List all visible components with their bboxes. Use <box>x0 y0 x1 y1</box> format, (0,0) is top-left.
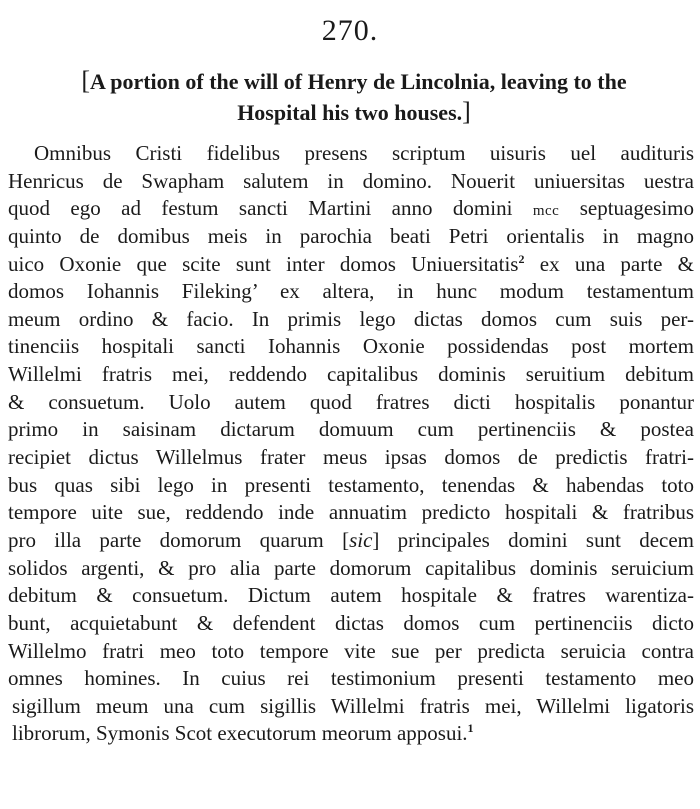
body-line-segment: septuagesimo <box>559 196 695 221</box>
body-line-segment: ex una parte & <box>524 251 695 276</box>
body-line: tinenciis hospitali sancti Iohannis Oxonie possidendas post mortem <box>8 334 694 359</box>
footnote-marker: 2 <box>518 251 525 266</box>
body-line <box>8 527 694 555</box>
heading-line-1-text: A portion of the will of Henry de Lincolnia, leaving to the <box>90 69 627 94</box>
body-line: primo in saisinam dictarum domuum cum pertinenciis & postea <box>8 417 694 442</box>
body-line: meum ordino & facio. In primis lego dictas domos cum suis per- <box>8 306 694 331</box>
document-heading <box>14 66 694 128</box>
body-line: & consuetum. Uolo autem quod fratres dicti hospitalis ponantur <box>8 389 694 414</box>
body-line <box>8 251 694 279</box>
body-line: Willelmo fratri meo toto tempore vite sue per predicta seruicia contra <box>8 638 694 663</box>
body-line <box>8 720 694 748</box>
body-line: Omnibus Cristi fidelibus presens scriptum uisuris uel audituris <box>34 141 694 165</box>
body-line: tempore uite sue, reddendo inde annuatim predicto hospitali & fratribus <box>8 500 694 525</box>
heading-close-bracket: ] <box>462 97 471 126</box>
heading-line-2 <box>14 97 694 128</box>
body-line: debitum & consuetum. Dictum autem hospitale & fratres warentiza- <box>8 583 694 608</box>
body-line-segment: pro illa parte domorum quarum [ <box>8 527 350 552</box>
body-line-segment: quod ego ad festum sancti Martini anno domini <box>8 196 533 221</box>
body-line: recipiet dictus Willelmus frater meus ipsas domos de predictis fratri- <box>8 445 694 470</box>
body-line-segment: ] principales domini sunt decem <box>372 527 694 552</box>
body-line: Willelmi fratris mei, reddendo capitalibus dominis seruitium debitum <box>8 362 694 387</box>
heading-line-1 <box>14 66 694 97</box>
page-number: 270. <box>321 14 379 47</box>
body-line: sigillum meum una cum sigillis Willelmi fratris mei, Willelmi ligatoris <box>12 693 694 718</box>
sic-annotation: sic <box>349 527 373 552</box>
body-text <box>8 140 694 748</box>
body-line-segment: librorum, Symonis Scot executorum meorum apposui. <box>12 721 468 746</box>
body-line: domos Iohannis Fileking’ ex altera, in hunc modum testamentum <box>8 279 694 304</box>
heading-open-bracket: [ <box>81 66 91 95</box>
heading-line-2-text: Hospital his two houses. <box>237 100 463 125</box>
body-line <box>8 195 694 223</box>
body-line-segment: uico Oxonie que scite sunt inter domos Uniuersitatis <box>8 251 519 276</box>
roman-numeral-smallcaps: mcc <box>532 203 560 220</box>
body-line: bunt, acquietabunt & defendent dictas domos cum pertinenciis dicto <box>8 610 694 635</box>
body-line: omnes homines. In cuius rei testimonium presenti testamento meo <box>8 666 694 691</box>
footnote-marker: 1 <box>467 721 474 736</box>
body-line: quinto de domibus meis in parochia beati Petri orientalis in magno <box>8 223 694 248</box>
body-line: solidos argenti, & pro alia parte domorum capitalibus dominis seruicium <box>8 555 694 580</box>
body-line: bus quas sibi lego in presenti testamento, tenendas & habendas toto <box>8 472 694 497</box>
body-line: Henricus de Swapham salutem in domino. Nouerit uniuersitas uestra <box>8 168 694 193</box>
